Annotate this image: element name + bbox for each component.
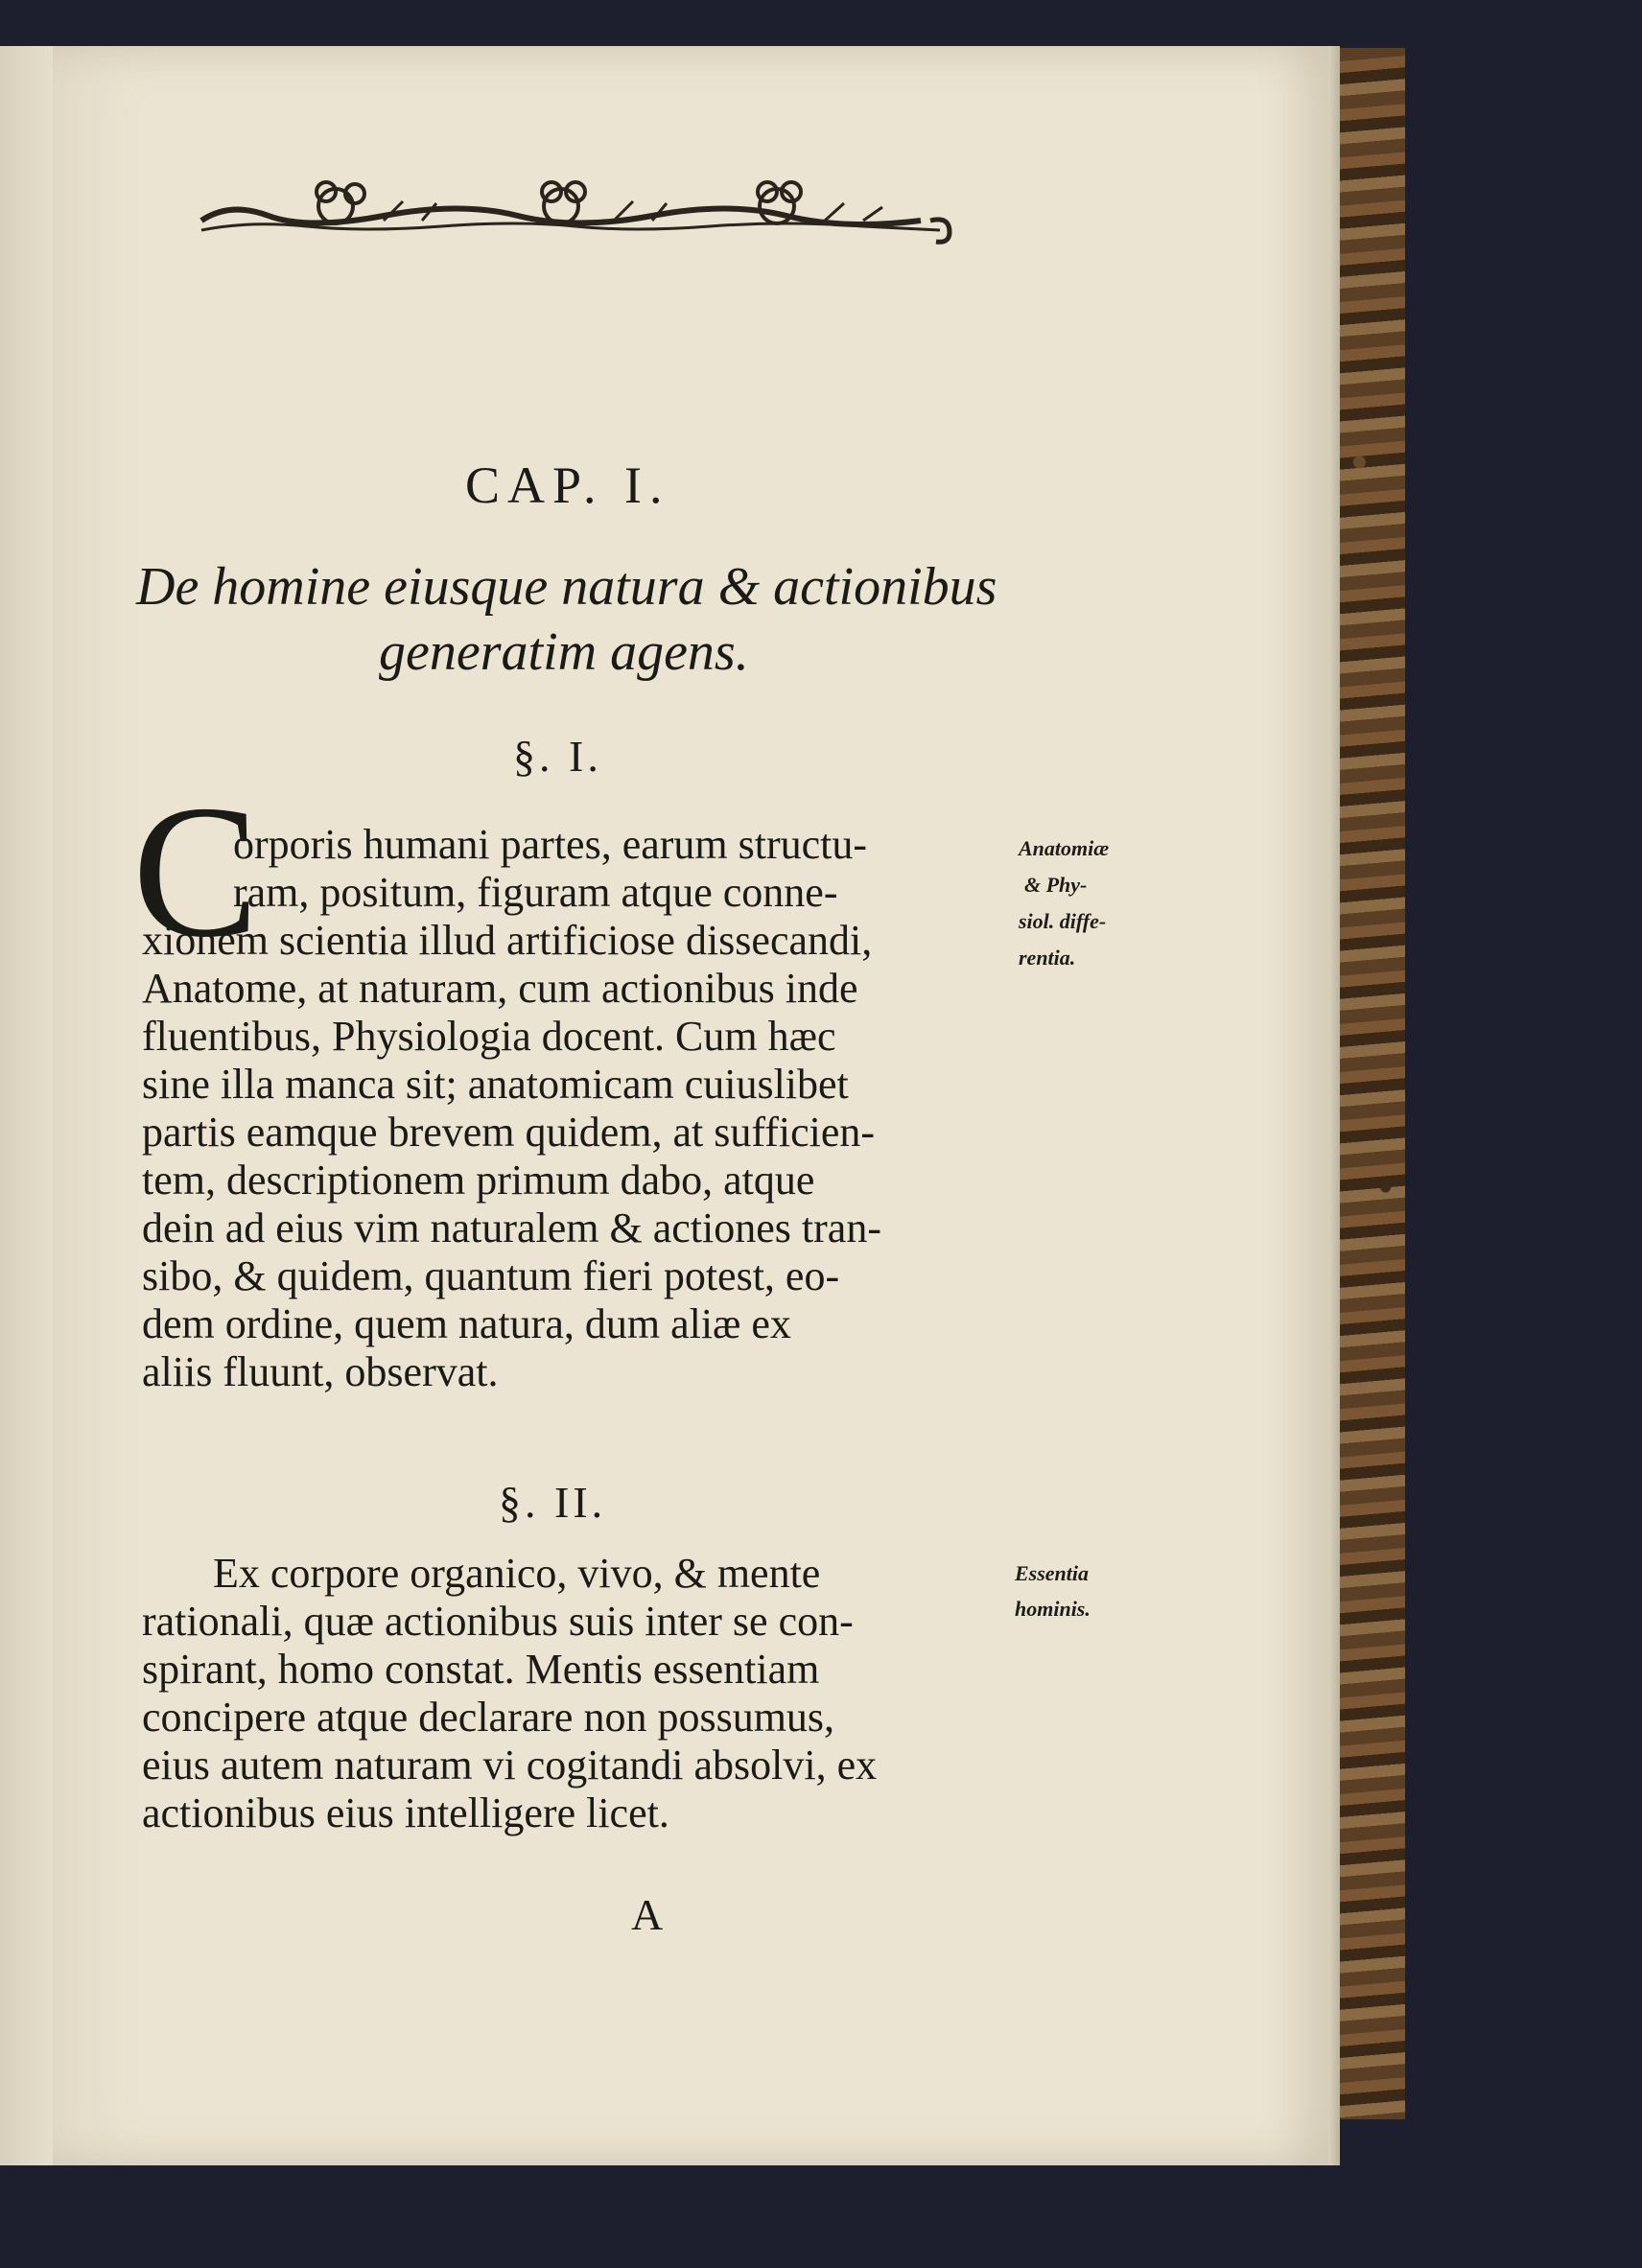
margin-note-2-line-1: Essentia <box>1015 1561 1090 1585</box>
section-1-line-9: dein ad eius vim naturalem & actiones tran- <box>142 1204 881 1251</box>
page-edge <box>1328 46 1340 2165</box>
section-1-line-2: ram, positum, figuram atque conne- <box>233 869 838 916</box>
section-1-line-1: orporis humani partes, earum structu- <box>233 821 868 868</box>
chapter-heading: CAP. I. <box>465 456 670 514</box>
margin-note-1-line-1: Anatomiæ <box>1019 836 1110 860</box>
section-2-label: §. II. <box>499 1478 607 1527</box>
chapter-title-line-1: De homine eiusque natura & actionibus <box>136 557 997 617</box>
signature-mark: A <box>631 1890 664 1939</box>
section-1-line-4: Anatome, at naturam, cum actionibus inde <box>142 965 858 1012</box>
section-2-line-6: actionibus eius intelligere licet. <box>142 1789 669 1836</box>
drop-cap: C <box>132 766 260 976</box>
left-page-edge <box>0 46 53 2165</box>
section-1-line-6: sine illa manca sit; anatomicam cuiuslibet <box>142 1061 849 1108</box>
section-2-line-3: spirant, homo constat. Mentis essentiam <box>142 1646 820 1693</box>
section-1-line-5: fluentibus, Physiologia docent. Cum hæc <box>142 1013 836 1060</box>
section-1-line-8: tem, descriptionem primum dabo, atque <box>142 1157 815 1204</box>
section-2-line-4: concipere atque declarare non possumus, <box>142 1694 835 1741</box>
margin-note-1-line-2: & Phy- <box>1024 873 1088 897</box>
section-1-line-11: dem ordine, quem natura, dum aliæ ex <box>142 1300 791 1347</box>
section-2-line-1: Ex corpore organico, vivo, & mente <box>213 1550 821 1597</box>
margin-note-1-line-4: rentia. <box>1019 946 1076 970</box>
section-1-label: §. I. <box>513 732 602 781</box>
floral-ornament <box>192 163 959 259</box>
section-1-line-7: partis eamque brevem quidem, at sufficien- <box>142 1109 876 1156</box>
margin-note-2-line-2: hominis. <box>1015 1597 1091 1621</box>
section-2-line-5: eius autem naturam vi cogitandi absolvi, ex <box>142 1742 878 1789</box>
margin-note-1-line-3: siol. diffe- <box>1019 909 1107 933</box>
section-2-line-2: rationali, quæ actionibus suis inter se con- <box>142 1598 854 1645</box>
marbled-cover <box>1340 48 1405 2119</box>
chapter-title-line-2: generatim agens. <box>379 622 749 682</box>
section-1-line-10: sibo, & quidem, quantum fieri potest, eo- <box>142 1252 840 1299</box>
section-1-line-3: xionem scientia illud artificiose dissecandi, <box>142 917 873 964</box>
section-1-line-12: aliis fluunt, observat. <box>142 1348 499 1395</box>
